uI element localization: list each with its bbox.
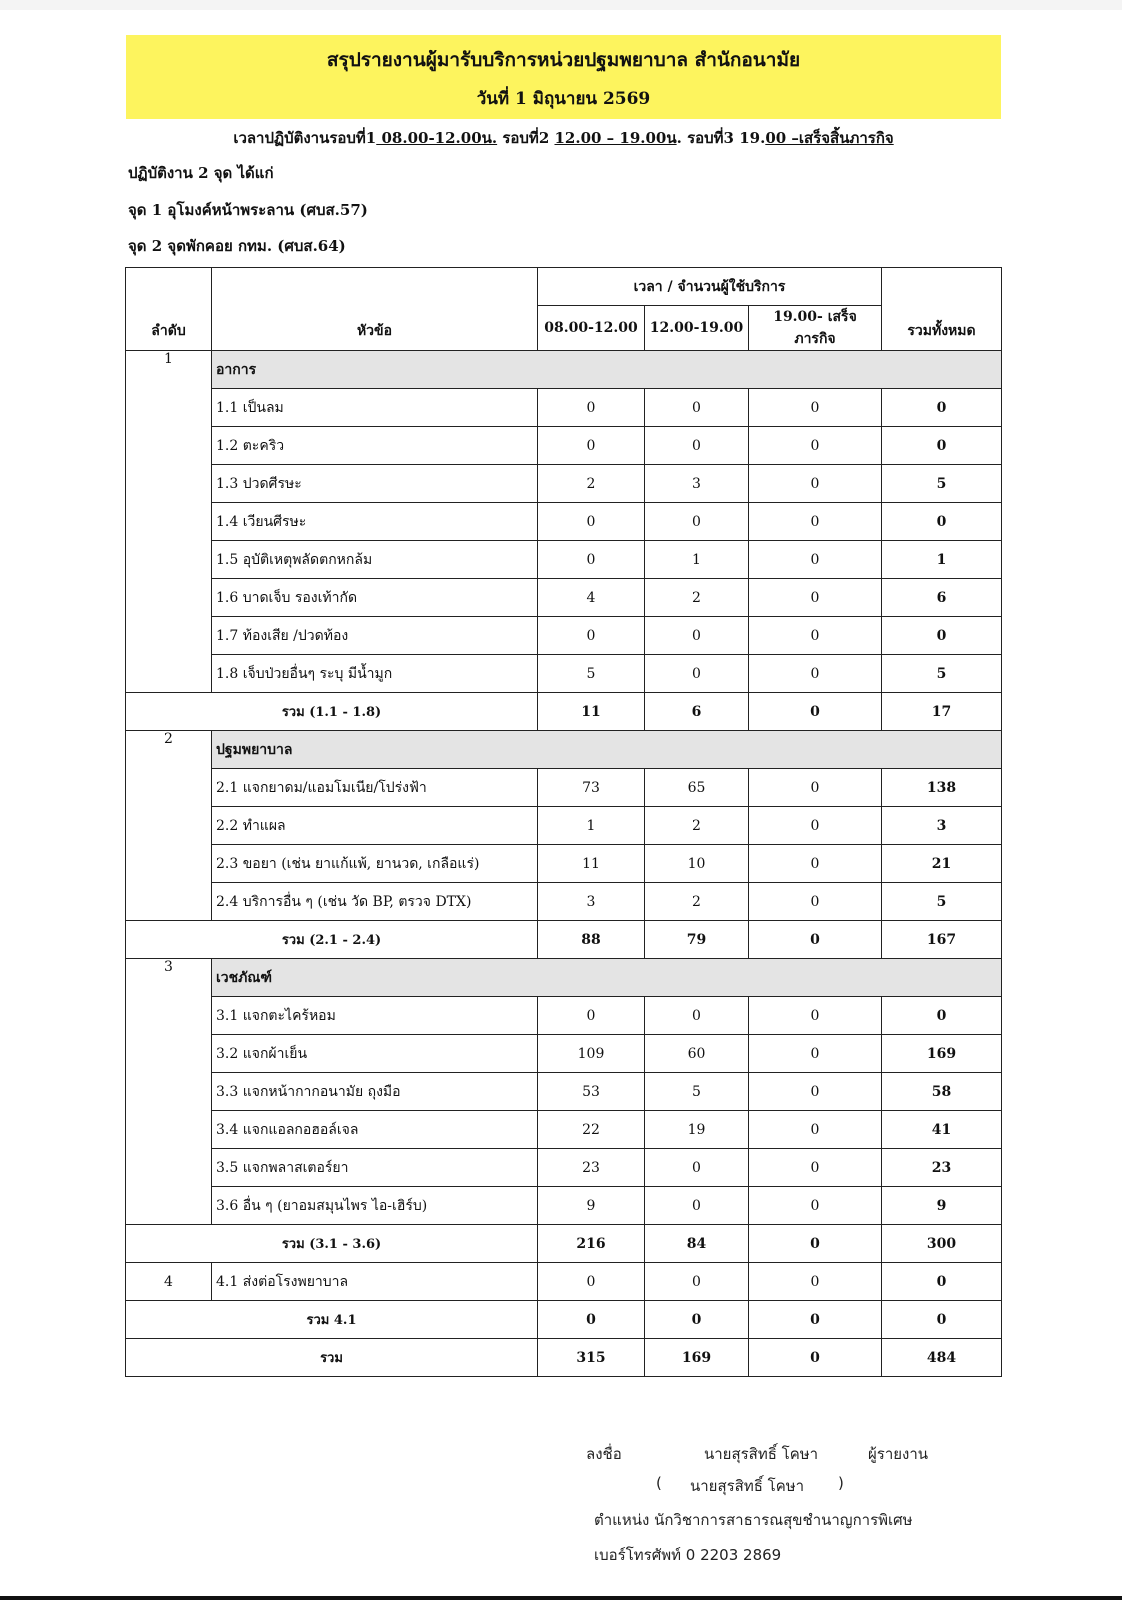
cell-c1: 23 [538, 1149, 645, 1187]
cell-total: 169 [882, 1035, 1002, 1073]
table-row [126, 883, 1002, 921]
signer-name: นายสุรสิทธิ์ โคษา [704, 1445, 819, 1463]
cell-c3: 0 [749, 1073, 882, 1111]
cell-total: 21 [882, 845, 1002, 883]
cell-c3: 0 [749, 1263, 882, 1301]
item-label: 3.3 แจกหน้ากากอนามัย ถุงมือ [212, 1073, 538, 1111]
table-row [126, 655, 1002, 693]
cell-c3: 0 [749, 579, 882, 617]
table-row [126, 845, 1002, 883]
category-label: เวชภัณฑ์ [212, 959, 1002, 997]
item-label: 3.2 แจกผ้าเย็น [212, 1035, 538, 1073]
item-label: 2.4 บริการอื่น ๆ (เช่น วัด BP, ตรวจ DTX) [212, 883, 538, 921]
cell-total: 0 [882, 997, 1002, 1035]
category-row [126, 351, 1002, 389]
item-label: 3.6 อื่น ๆ (ยาอมสมุนไพร ไอ-เฮิร์บ) [212, 1187, 538, 1225]
cell-total: 0 [882, 617, 1002, 655]
cell-total: 167 [882, 921, 1002, 959]
cell-c2: 2 [645, 579, 749, 617]
cell-c2: 0 [645, 1301, 749, 1339]
cell-total: 5 [882, 883, 1002, 921]
cell-c1: 0 [538, 1301, 645, 1339]
signer-phone: เบอร์โทรศัพท์ 0 2203 2869 [594, 1546, 782, 1564]
cell-c1: 5 [538, 655, 645, 693]
table-row [126, 807, 1002, 845]
cell-total: 484 [882, 1339, 1002, 1377]
header-topic: หัวข้อ [212, 268, 538, 351]
cell-c3: 0 [749, 1339, 882, 1377]
cell-c1: 9 [538, 1187, 645, 1225]
cell-c3: 0 [749, 541, 882, 579]
cell-c2: 0 [645, 1149, 749, 1187]
subtotal-row [126, 921, 1002, 959]
item-label: 3.4 แจกแอลกอฮอล์เจล [212, 1111, 538, 1149]
cell-c1: 22 [538, 1111, 645, 1149]
cell-total: 1 [882, 541, 1002, 579]
cell-c2: 0 [645, 1187, 749, 1225]
cell-c2: 0 [645, 427, 749, 465]
cell-total: 17 [882, 693, 1002, 731]
cell-total: 0 [882, 1301, 1002, 1339]
table-row [126, 1035, 1002, 1073]
subtotal-row [126, 693, 1002, 731]
cell-c3: 0 [749, 1149, 882, 1187]
subtotal-label: รวม (1.1 - 1.8) [126, 693, 538, 731]
schedule-p2: รอบที่2 [497, 129, 555, 147]
subtotal-label: รวม (2.1 - 2.4) [126, 921, 538, 959]
header-col-2: 12.00-19.00 [645, 306, 749, 351]
item-label: 2.1 แจกยาดม/แอมโมเนีย/โปร่งฟ้า [212, 769, 538, 807]
cell-c3: 0 [749, 997, 882, 1035]
grand-total-label: รวม [126, 1339, 538, 1377]
cell-c1: 0 [538, 617, 645, 655]
cell-c2: 19 [645, 1111, 749, 1149]
cell-total: 5 [882, 465, 1002, 503]
cell-c1: 0 [538, 503, 645, 541]
header-total: รวมทั้งหมด [882, 268, 1002, 351]
item-label: 1.8 เจ็บป่วยอื่นๆ ระบุ มีน้ำมูก [212, 655, 538, 693]
cell-c1: 0 [538, 541, 645, 579]
cell-total: 0 [882, 1263, 1002, 1301]
table-row [126, 1187, 1002, 1225]
item-label: 1.2 ตะคริว [212, 427, 538, 465]
cell-total: 138 [882, 769, 1002, 807]
cell-total: 0 [882, 427, 1002, 465]
table-row [126, 579, 1002, 617]
cell-total: 6 [882, 579, 1002, 617]
cell-c1: 0 [538, 1263, 645, 1301]
item-label: 3.1 แจกตะไคร้หอม [212, 997, 538, 1035]
cell-c1: 88 [538, 921, 645, 959]
paren-close: ) [838, 1474, 844, 1492]
top-shade [0, 0, 1122, 10]
table-row [126, 1263, 1002, 1301]
cell-c2: 2 [645, 807, 749, 845]
cell-total: 58 [882, 1073, 1002, 1111]
table-row [126, 769, 1002, 807]
schedule-line [126, 126, 1001, 150]
item-label: 1.3 ปวดศีรษะ [212, 465, 538, 503]
cell-c3: 0 [749, 389, 882, 427]
cell-c2: 2 [645, 883, 749, 921]
section-number: 4 [126, 1263, 212, 1301]
cell-c2: 79 [645, 921, 749, 959]
section-number: 3 [126, 959, 212, 1225]
subtotal-row [126, 1225, 1002, 1263]
cell-c1: 73 [538, 769, 645, 807]
cell-c1: 0 [538, 427, 645, 465]
cell-c2: 169 [645, 1339, 749, 1377]
cell-c1: 2 [538, 465, 645, 503]
table-row [126, 1111, 1002, 1149]
cell-c1: 216 [538, 1225, 645, 1263]
cell-c3: 0 [749, 465, 882, 503]
cell-c1: 11 [538, 845, 645, 883]
table-row [126, 541, 1002, 579]
cell-c1: 4 [538, 579, 645, 617]
cell-c3: 0 [749, 655, 882, 693]
schedule-r3: 00 –เสร็จสิ้นภารกิจ [765, 129, 894, 147]
category-row [126, 731, 1002, 769]
sign-label: ลงชื่อ [586, 1445, 622, 1463]
cell-c1: 109 [538, 1035, 645, 1073]
cell-c2: 0 [645, 389, 749, 427]
cell-c2: 6 [645, 693, 749, 731]
cell-c2: 5 [645, 1073, 749, 1111]
cell-c1: 0 [538, 997, 645, 1035]
cell-c2: 0 [645, 1263, 749, 1301]
item-label: 2.3 ขอยา (เช่น ยาแก้แพ้, ยานวด, เกลือแร่) [212, 845, 538, 883]
cell-c3: 0 [749, 921, 882, 959]
cell-c2: 65 [645, 769, 749, 807]
item-label: 1.1 เป็นลม [212, 389, 538, 427]
schedule-p1: เวลาปฏิบัติงานรอบที่1 [233, 129, 377, 147]
schedule-p3: . รอบที่3 19. [676, 129, 766, 147]
cell-c1: 53 [538, 1073, 645, 1111]
cell-c3: 0 [749, 693, 882, 731]
subtotal-row [126, 1301, 1002, 1339]
cell-c2: 0 [645, 503, 749, 541]
table-row [126, 503, 1002, 541]
cell-c2: 84 [645, 1225, 749, 1263]
cell-total: 0 [882, 503, 1002, 541]
cell-c3: 0 [749, 769, 882, 807]
table-row [126, 1073, 1002, 1111]
category-label: ปฐมพยาบาล [212, 731, 1002, 769]
cell-c2: 3 [645, 465, 749, 503]
table-row [126, 1149, 1002, 1187]
cell-c3: 0 [749, 617, 882, 655]
cell-c1: 11 [538, 693, 645, 731]
cell-c2: 10 [645, 845, 749, 883]
category-row [126, 959, 1002, 997]
item-label: 1.7 ท้องเสีย /ปวดท้อง [212, 617, 538, 655]
cell-c1: 0 [538, 389, 645, 427]
cell-c2: 0 [645, 997, 749, 1035]
signer-position: ตำแหน่ง นักวิชาการสาธารณสุขชำนาญการพิเศษ [594, 1511, 913, 1529]
item-label: 2.2 ทำแผล [212, 807, 538, 845]
title-banner [126, 35, 1001, 119]
cell-total: 300 [882, 1225, 1002, 1263]
table-header [126, 268, 1002, 351]
header-col-3: 19.00- เสร็จภารกิจ [749, 306, 882, 351]
cell-c2: 60 [645, 1035, 749, 1073]
report-date: วันที่ 1 มิถุนายน 2569 [476, 89, 651, 109]
cell-c3: 0 [749, 1187, 882, 1225]
page-bottom-border [0, 1596, 1122, 1600]
schedule-r2: 12.00 – 19.00น [554, 129, 677, 147]
intro-line-2: จุด 1 อุโมงค์หน้าพระลาน (ศบส.57) [128, 201, 368, 219]
item-label: 1.4 เวียนศีรษะ [212, 503, 538, 541]
cell-c1: 3 [538, 883, 645, 921]
category-label: อาการ [212, 351, 1002, 389]
paren-open: ( [656, 1474, 662, 1492]
cell-c3: 0 [749, 503, 882, 541]
item-label: 1.5 อุบัติเหตุพลัดตกหกล้ม [212, 541, 538, 579]
cell-c2: 1 [645, 541, 749, 579]
table-body [126, 351, 1002, 1377]
cell-c2: 0 [645, 617, 749, 655]
cell-c3: 0 [749, 1225, 882, 1263]
item-label: 3.5 แจกพลาสเตอร์ยา [212, 1149, 538, 1187]
cell-total: 0 [882, 389, 1002, 427]
cell-c3: 0 [749, 427, 882, 465]
cell-total: 23 [882, 1149, 1002, 1187]
header-col-1: 08.00-12.00 [538, 306, 645, 351]
cell-total: 3 [882, 807, 1002, 845]
cell-total: 41 [882, 1111, 1002, 1149]
cell-c3: 0 [749, 1111, 882, 1149]
cell-total: 9 [882, 1187, 1002, 1225]
item-label: 4.1 ส่งต่อโรงพยาบาล [212, 1263, 538, 1301]
cell-c1: 315 [538, 1339, 645, 1377]
table-row [126, 617, 1002, 655]
intro-line-3: จุด 2 จุดพักคอย กทม. (ศบส.64) [128, 237, 346, 255]
signer-role: ผู้รายงาน [868, 1445, 929, 1463]
cell-c1: 1 [538, 807, 645, 845]
item-label: 1.6 บาดเจ็บ รองเท้ากัด [212, 579, 538, 617]
subtotal-label: รวม (3.1 - 3.6) [126, 1225, 538, 1263]
subtotal-label: รวม 4.1 [126, 1301, 538, 1339]
service-table [125, 267, 1002, 1377]
section-number: 1 [126, 351, 212, 693]
table-row [126, 427, 1002, 465]
table-row [126, 997, 1002, 1035]
intro-line-1: ปฏิบัติงาน 2 จุด ได้แก่ [128, 164, 274, 182]
section-number: 2 [126, 731, 212, 921]
header-time-group: เวลา / จำนวนผู้ใช้บริการ [538, 268, 882, 306]
cell-c3: 0 [749, 845, 882, 883]
cell-total: 5 [882, 655, 1002, 693]
table-row [126, 389, 1002, 427]
cell-c3: 0 [749, 883, 882, 921]
report-title: สรุปรายงานผู้มารับบริการหน่วยปฐมพยาบาล สำนักอนามัย [326, 49, 801, 71]
header-no: ลำดับ [126, 268, 212, 351]
cell-c2: 0 [645, 655, 749, 693]
grand-total-row [126, 1339, 1002, 1377]
table-row [126, 465, 1002, 503]
cell-c3: 0 [749, 1035, 882, 1073]
cell-c3: 0 [749, 1301, 882, 1339]
cell-c3: 0 [749, 807, 882, 845]
schedule-r1: 08.00-12.00น. [376, 129, 498, 147]
signer-name-paren: นายสุรสิทธิ์ โคษา [690, 1477, 805, 1495]
